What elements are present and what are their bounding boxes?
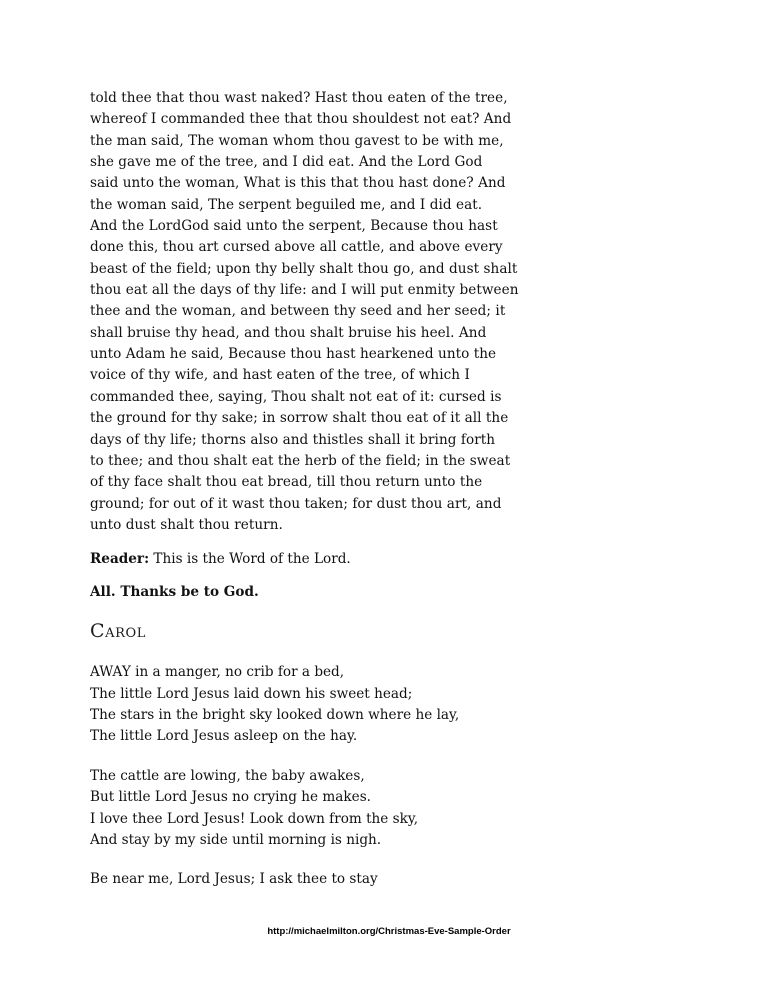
scripture-line: unto dust shalt thou return. bbox=[90, 516, 283, 533]
scripture-line: voice of thy wife, and hast eaten of the tree, of which I bbox=[90, 367, 470, 384]
reader-text: This is the Word of the Lord. bbox=[149, 551, 351, 568]
scripture-line: beast of the field; upon thy belly shalt thou go, and dust shalt bbox=[90, 260, 518, 277]
stanza-line: AWAY in a manger, no crib for a bed, bbox=[90, 664, 345, 681]
scripture-line: unto Adam he said, Because thou hast hearkened unto the bbox=[90, 346, 497, 363]
scripture-line: days of thy life; thorns also and thistles shall it bring forth bbox=[90, 431, 496, 448]
scripture-line: the man said, The woman whom thou gavest to be with me, bbox=[90, 132, 504, 149]
carol-heading: Carol bbox=[90, 620, 147, 643]
footer-url-link[interactable]: http://michaelmilton.org/Christmas-Eve-Sample-Order bbox=[267, 926, 511, 937]
scripture-line: of thy face shalt thou eat bread, till thou return unto the bbox=[90, 474, 483, 491]
scripture-line: And the LordGod said unto the serpent, Because thou hast bbox=[90, 218, 498, 235]
scripture-line: told thee that thou wast naked? Hast thou eaten of the tree, bbox=[90, 90, 508, 106]
scripture-line: whereof I commanded thee that thou shouldest not eat? And bbox=[90, 111, 512, 128]
scripture-reading bbox=[90, 88, 530, 536]
scripture-line: the woman said, The serpent beguiled me, and I did eat. bbox=[90, 196, 483, 213]
stanza-line: But little Lord Jesus no crying he makes. bbox=[90, 789, 371, 806]
reader-declaration bbox=[90, 549, 530, 569]
scripture-line: to thee; and thou shalt eat the herb of the field; in the sweat bbox=[90, 452, 511, 469]
carol-stanza-3 bbox=[90, 869, 530, 890]
scripture-line: thou eat all the days of thy life: and I will put enmity between bbox=[90, 282, 519, 299]
stanza-line: I love thee Lord Jesus! Look down from the sky, bbox=[90, 810, 419, 827]
congregation-response: All. Thanks be to God. bbox=[90, 584, 259, 601]
stanza-line: The cattle are lowing, the baby awakes, bbox=[90, 767, 365, 784]
page-content bbox=[90, 88, 530, 891]
scripture-line: commanded thee, saying, Thou shalt not eat of it: cursed is bbox=[90, 388, 502, 405]
scripture-line: she gave me of the tree, and I did eat. And the Lord God bbox=[90, 154, 483, 171]
stanza-line: The stars in the bright sky looked down where he lay, bbox=[90, 707, 460, 724]
carol-stanza-1 bbox=[90, 662, 530, 748]
stanza-line: Be near me, Lord Jesus; I ask thee to stay bbox=[90, 871, 378, 888]
scripture-line: thee and the woman, and between thy seed and her seed; it bbox=[90, 303, 506, 320]
stanza-line: The little Lord Jesus asleep on the hay. bbox=[90, 728, 358, 745]
stanza-line: The little Lord Jesus laid down his sweet head; bbox=[90, 685, 413, 702]
scripture-line: shall bruise thy head, and thou shalt bruise his heel. And bbox=[90, 324, 487, 341]
scripture-line: said unto the woman, What is this that thou hast done? And bbox=[90, 175, 506, 192]
reader-label: Reader: bbox=[90, 551, 150, 568]
carol-stanza-2 bbox=[90, 766, 530, 852]
scripture-line: done this, thou art cursed above all cattle, and above every bbox=[90, 239, 503, 256]
stanza-line: And stay by my side until morning is nigh. bbox=[90, 832, 382, 849]
scripture-line: ground; for out of it wast thou taken; for dust thou art, and bbox=[90, 495, 502, 512]
scripture-line: the ground for thy sake; in sorrow shalt thou eat of it all the bbox=[90, 410, 509, 427]
